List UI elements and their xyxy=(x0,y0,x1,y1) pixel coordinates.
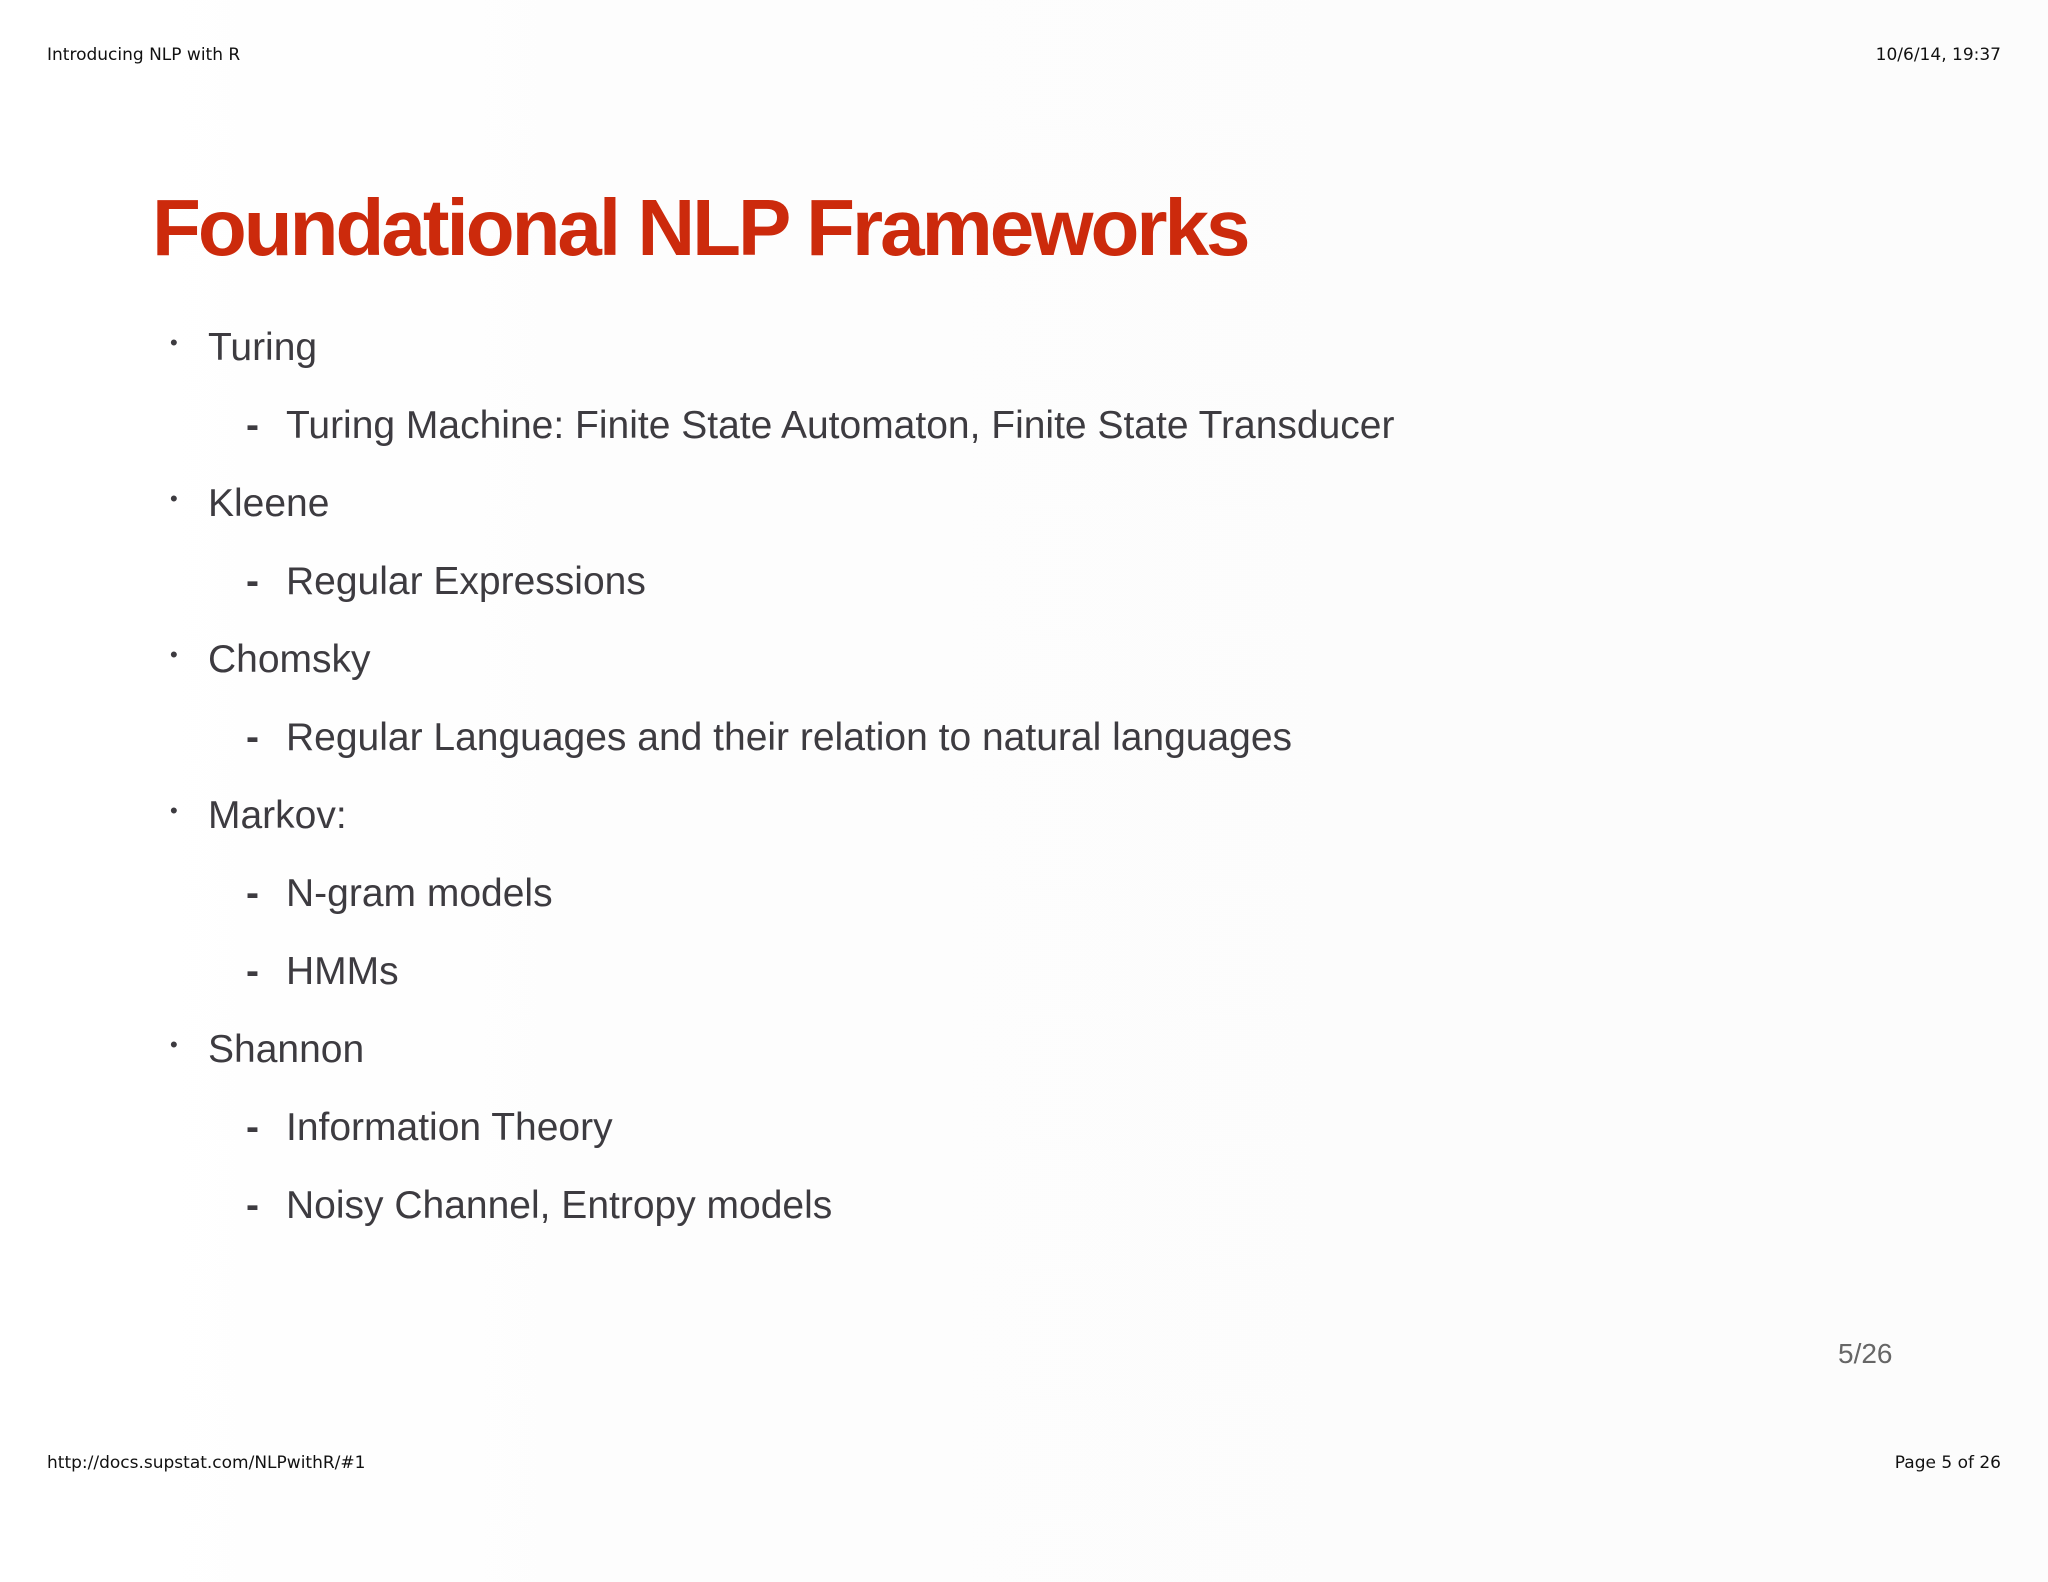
list-item-text: Markov: xyxy=(208,794,347,837)
sub-list-item xyxy=(246,950,399,993)
sub-list-item xyxy=(246,560,646,603)
list-item-text: Turing xyxy=(208,326,318,369)
slide-counter: 5/26 xyxy=(1838,1338,1893,1369)
bullet-dash: - xyxy=(246,872,259,915)
sub-list-item xyxy=(246,1106,613,1149)
print-footer xyxy=(47,1453,2001,1473)
print-header xyxy=(47,45,2001,65)
bullet-dot: • xyxy=(170,798,178,823)
source-url: http://docs.supstat.com/NLPwithR/#1 xyxy=(47,1453,366,1473)
list-item xyxy=(170,326,318,369)
sub-list-item xyxy=(246,716,1293,759)
bullet-dot: • xyxy=(170,486,178,511)
bullet-dot: • xyxy=(170,642,178,667)
list-item-text: Shannon xyxy=(208,1028,365,1071)
print-timestamp: 10/6/14, 19:37 xyxy=(1875,45,2001,65)
list-item xyxy=(170,1028,365,1071)
page-number: Page 5 of 26 xyxy=(1894,1453,2001,1473)
list-item xyxy=(170,794,347,837)
bullet-dash: - xyxy=(246,716,259,759)
list-item-text: Chomsky xyxy=(208,638,371,681)
list-item-text: HMMs xyxy=(286,950,399,993)
bullet-dash: - xyxy=(246,404,259,447)
sub-list-item xyxy=(246,1184,833,1227)
document-title: Introducing NLP with R xyxy=(47,45,241,65)
list-item-text: Kleene xyxy=(208,482,330,525)
list-item xyxy=(170,638,371,681)
list-item xyxy=(170,482,330,525)
list-item-text: N-gram models xyxy=(286,872,553,915)
list-item-text: Noisy Channel, Entropy models xyxy=(286,1184,833,1227)
bullet-dash: - xyxy=(246,1106,259,1149)
list-item-text: Regular Expressions xyxy=(286,560,646,603)
list-item-text: Turing Machine: Finite State Automaton, Finite State Transducer xyxy=(286,404,1395,447)
list-item-text: Regular Languages and their relation to natural languages xyxy=(286,716,1293,759)
bullet-dot: • xyxy=(170,330,178,355)
bullet-dash: - xyxy=(246,560,259,603)
list-item-text: Information Theory xyxy=(286,1106,613,1149)
bullet-dash: - xyxy=(246,1184,259,1227)
bullet-dash: - xyxy=(246,950,259,993)
sub-list-item xyxy=(246,872,553,915)
bullet-dot: • xyxy=(170,1032,178,1057)
sub-list-item xyxy=(246,404,1395,447)
slide-title: Foundational NLP Frameworks xyxy=(152,183,1248,272)
